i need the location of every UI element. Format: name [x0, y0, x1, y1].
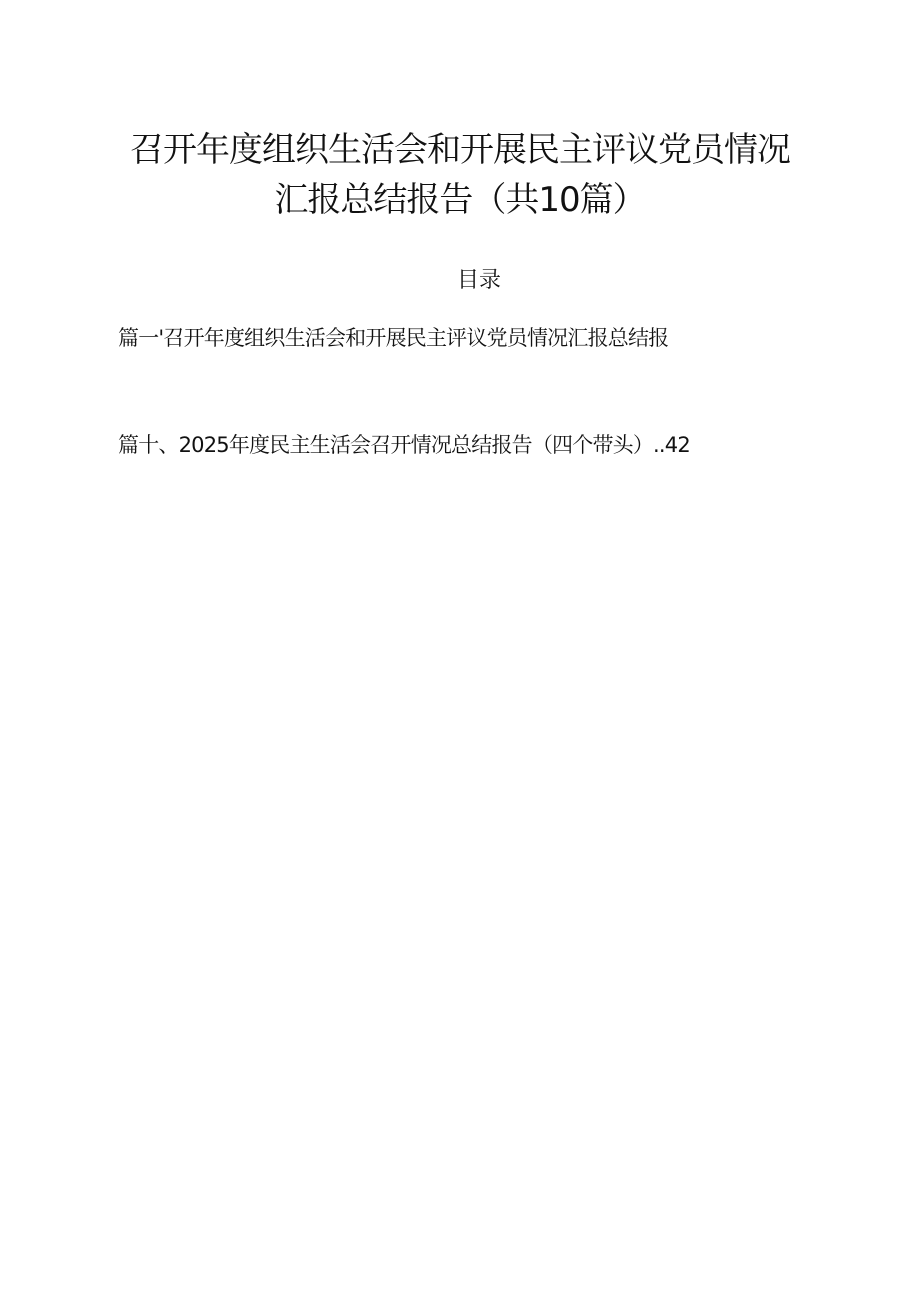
toc-item[interactable]: 篇一'召开年度组织生活会和开展民主评议党员情况汇报总结报 — [118, 326, 669, 350]
toc-item[interactable]: 篇十、2025年度民主生活会召开情况总结报告（四个带头）..42 — [118, 433, 690, 457]
document-title-line-2: 汇报总结报告（共10篇） — [274, 180, 646, 220]
document-title-line-1: 召开年度组织生活会和开展民主评议党员情况 — [130, 130, 790, 170]
toc-heading: 目录 — [456, 268, 501, 293]
